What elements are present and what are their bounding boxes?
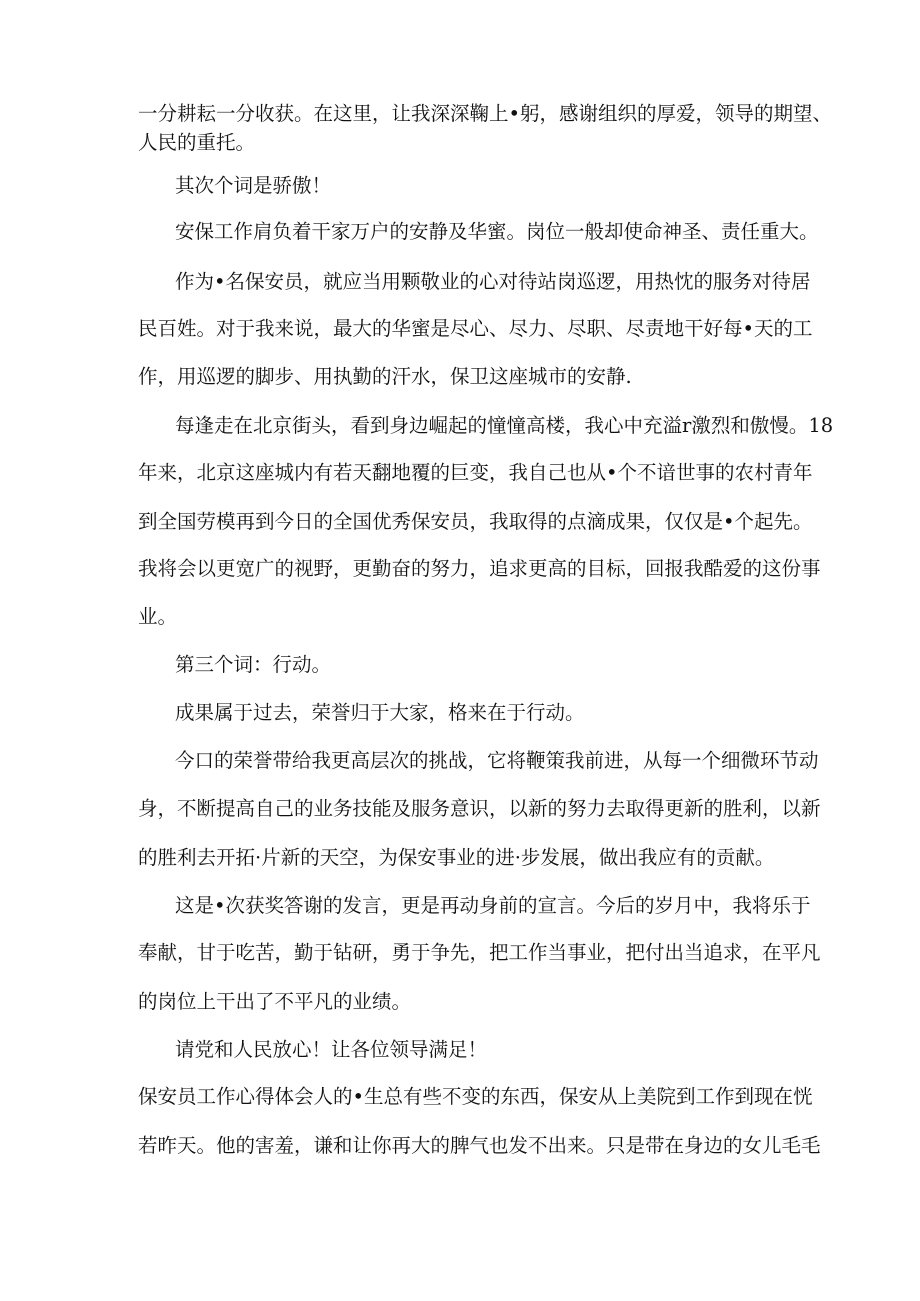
text-line: 作为•名保安员，就应当用颗敬业的心对待站岗巡逻，用热忱的服务对待居: [175, 270, 811, 293]
text-line: 奉献，甘于吃苦，勤于钻研，勇于争先，把工作当事业，把付出当追求，在平凡: [138, 941, 821, 964]
text-line: 民百姓。对于我来说，最大的华蜜是尽心、尽力、尽职、尽责地干好每•天的工: [138, 317, 813, 340]
text-line: 身，不断提高自己的业务技能及服务意识，以新的努力去取得更新的胜利，以新: [138, 797, 821, 820]
text-line: 人民的重托。: [138, 131, 256, 154]
text-line: 年来，北京这座城内有若天翻地覆的巨变，我自己也从•个不谙世事的农村青年: [138, 461, 813, 484]
text-line: 保安员工作心得体会人的•生总有些不变的东西，保安从上美院到工作到现在恍: [138, 1085, 813, 1108]
text-line: 其次个词是骄傲！: [175, 174, 332, 197]
text-line: 成果属于过去，荣誉归于大家，格来在于行动。: [175, 701, 585, 724]
text-line: 到全国劳模再到今日的全国优秀保安员，我取得的点滴成果，仅仅是•个起先。: [138, 510, 813, 533]
text-line: 作，用巡逻的脚步、用执勤的汗水，保卫这座城市的安静.: [138, 365, 632, 388]
text-line: 今口的荣誉带给我更高层次的挑战，它将鞭策我前进，从每一个细微环节动: [175, 749, 819, 772]
text-line: 每逢走在北京街头，看到身边崛起的憧憧高楼，我心中充溢r激烈和傲慢。18: [175, 414, 834, 437]
text-line: 我将会以更宽广的视野，更勤奋的努力，追求更高的目标，回报我酷爱的这份事: [138, 557, 821, 580]
text-line: 请党和人民放心！让各位领导满足！: [175, 1038, 488, 1061]
text-line: 的岗位上干出了不平凡的业绩。: [138, 990, 412, 1013]
text-line: 若昨天。他的害羞，谦和让你再大的脾气也发不出来。只是带在身边的女儿毛毛: [138, 1134, 821, 1157]
text-line: 的胜利去开拓·片新的天空，为保安事业的进·步发展，做出我应有的贡献。: [138, 846, 775, 869]
text-line: 一分耕耘一分收获。在这里，让我深深鞠上•躬，感谢组织的厚爱，领导的期望、: [138, 102, 833, 125]
text-line: 安保工作肩负着干家万户的安静及华蜜。岗位一般却使命神圣、责任重大。: [175, 220, 819, 243]
text-line: 第三个词：行动。: [175, 653, 332, 676]
text-line: 这是•次获奖答谢的发言，更是再动身前的宣言。今后的岁月中，我将乐于: [175, 894, 811, 917]
text-line: 业。: [138, 605, 178, 628]
